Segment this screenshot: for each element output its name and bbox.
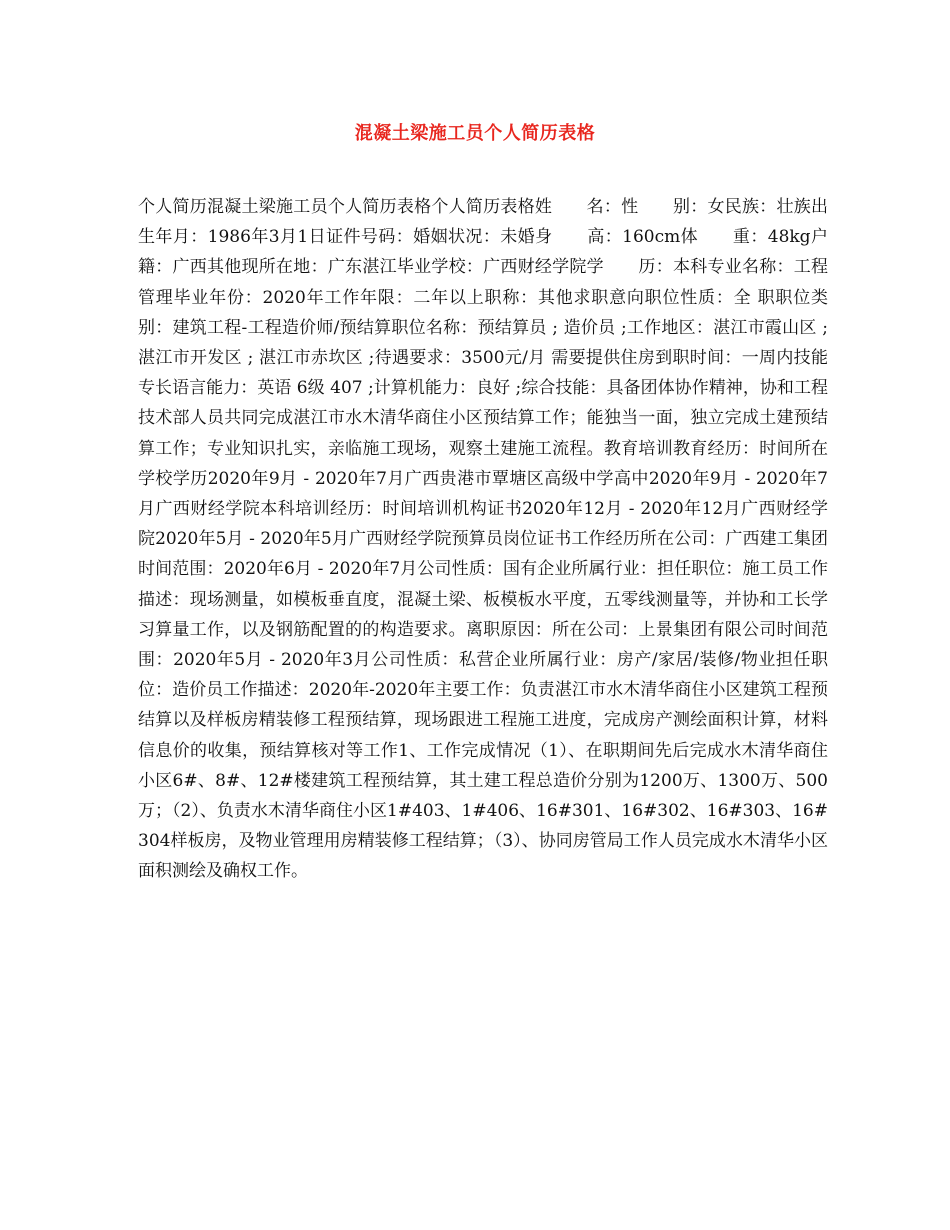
document-title: 混凝土梁施工员个人简历表格 [354,123,596,144]
document-body-text: 个人简历混凝土梁施工员个人简历表格个人简历表格姓 名：性 别：女民族：壮族出生年月：1986年3月1日证件号码：婚姻状况：未婚身 高：160cm体 重：48kg户 籍：广西其他现所在地：广东湛江毕业学校：广西财经学院学 历：本科专业名称：工程管理毕业年份：2020年工作年限：二年以上职称：其他求职意向职位性质：全 职职位类别：建筑工程-工程造价师/预结算职位名称：预结算员 ; 造价员 ;工作地区：湛江市霞山区 ; 湛江市开发区 ; 湛江市赤坎区 ;待遇要求：3500元/月 需要提供住房到职时间：一周内技能专长语言能力：英语 6级 407 ;计算机能力：良好 ;综合技能：具备团体协作精神，协和工程技术部人员共同完成湛江市水木清华商住小区预结算工作；能独当一面，独立完成土建预结算工作；专业知识扎实，亲临施工现场，观察土建施工流程。教育培训教育经历：时间所在学校学历2020年9月 - 2020年7月广西贵港市覃塘区高级中学高中2020年9月 - 2020年7月广西财经学院本科培训经历：时间培训机构证书2020年12月 - 2020年12月广西财经学院2020年5月 - 2020年5月广西财经学院预算员岗位证书工作经历所在公司：广西建工集团时间范围：2020年6月 - 2020年7月公司性质：国有企业所属行业：担任职位：施工员工作描述：现场测量，如模板垂直度，混凝土梁、板模板水平度，五零线测量等，并协和工长学习算量工作，以及钢筋配置的的构造要求。离职原因：所在公司：上景集团有限公司时间范围：2020年5月 - 2020年3月公司性质：私营企业所属行业：房产/家居/装修/物业担任职位：造价员工作描述：2020年-2020年主要工作：负责湛江市水木清华商住小区建筑工程预结算以及样板房精装修工程预结算，现场跟进工程施工进度，完成房产测绘面积计算，材料信息价的收集，预结算核对等工作1、工作完成情况（1）、在职期间先后完成水木清华商住小区6#、8#、12#楼建筑工程预结算，其土建工程总造价分别为1200万、1300万、500万；（2）、负责水木清华商住小区1#403、1#406、16#301、16#302、16#303、16#304样板房，及物业管理用房精装修工程结算；（3）、协同房管局工作人员完成水木清华小区面积测绘及确权工作。 [138,197,862,882]
